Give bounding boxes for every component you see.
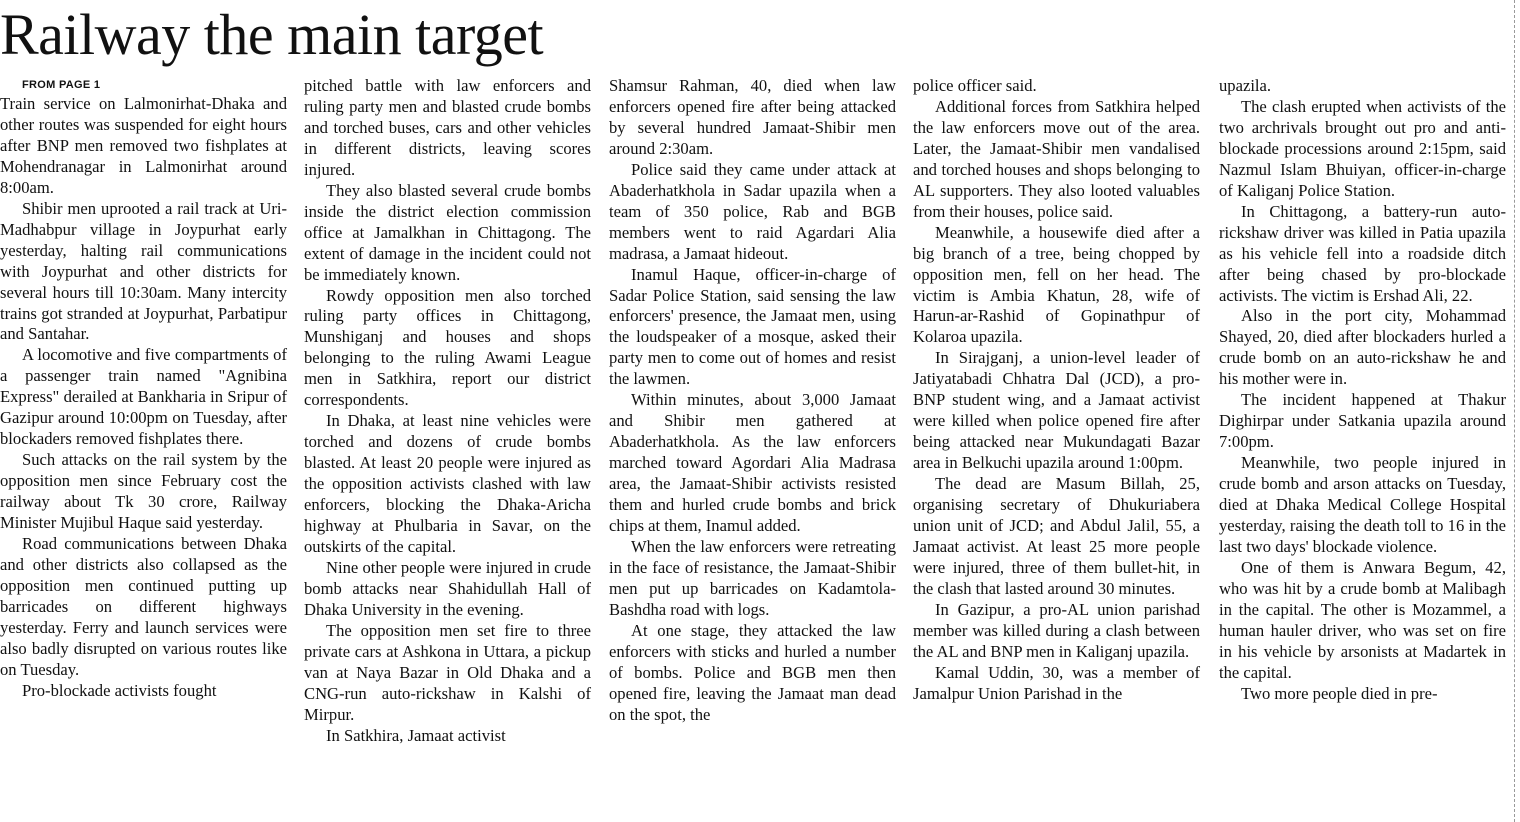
paragraph: Shamsur Rahman, 40, died when law enforcers opened fire after being attacked by several hundred Jamaat-Shibir men around 2:30am. [609,76,896,158]
paragraph: In Chittagong, a battery-run auto-rickshaw driver was killed in Patia upazila as his vehicle fell into a roadside ditch after being chased by pro-blockade activists. The victim is Ershad Ali, 22. [1219,201,1506,305]
article-column-3 [609,76,896,726]
paragraph: The incident happened at Thakur Dighirpar under Satkania upazila around 7:00pm. [1219,390,1506,452]
clipping-edge-line [1514,0,1519,822]
paragraph: One of them is Anwara Begum, 42, who was hit by a crude bomb at Malibagh in the capital. The other is Mozammel, a human hauler driver, who was set on fire in his vehicle by arsonists at Madartek in the capital. [1219,557,1506,682]
paragraph: Train service on Lalmonirhat-Dhaka and other routes was suspended for eight hours after BNP men removed two fishplates at Mohendranagar in Lalmonirhat around 8:00am. [0,94,287,197]
paragraph: Kamal Uddin, 30, was a member of Jamalpur Union Parishad in the [913,662,1200,703]
paragraph: upazila. [1219,76,1272,95]
paragraph: At one stage, they attacked the law enforcers with sticks and hurled a number of bombs. Police and BGB men then opened fire, leaving the Jamaat man dead on the spot, the [609,620,896,724]
paragraph: Police said they came under attack at Abaderhatkhola in Sadar upazila when a team of 350 police, Rab and BGB members went to raid Agardari Alia madrasa, a Jamaat hideout. [609,159,896,263]
paragraph: In Dhaka, at least nine vehicles were torched and dozens of crude bombs blasted. At least 20 people were injured as the opposition activists clashed with law enforcers, blocking the Dhaka-Aricha highway at Phulbaria in Savar, on the outskirts of the capital. [304,411,591,556]
article-column-1 [0,76,287,702]
paragraph: The clash erupted when activists of the two archrivals brought out pro and anti-blockade processions around 2:15pm, said Nazmul Islam Bhuiyan, officer-in-charge of Kaliganj Police Station. [1219,96,1506,200]
paragraph: Meanwhile, a housewife died after a big branch of a tree, being chopped by opposition men, fell on her head. The victim is Ambia Khatun, 28, wife of Harun-ar-Rashid of Gopinathpur of Kolaroa upazila. [913,222,1200,347]
paragraph: The dead are Masum Billah, 25, organising secretary of Dhukuriabera union unit of JCD; and Abdul Jalil, 55, a Jamaat activist. At least 25 more people were injured, three of them bullet-hit, in the clash that lasted around 30 minutes. [913,474,1200,598]
article-column-5 [1219,76,1506,705]
paragraph: Road communications between Dhaka and other districts also collapsed as the opposition men continued putting up barricades on different highways yesterday. Ferry and launch services were also badly disrupted on various routes like on Tuesday. [0,534,287,679]
paragraph: When the law enforcers were retreating in the face of resistance, the Jamaat-Shibir men put up barricades on Kadamtola-Bashdha road with logs. [609,536,896,619]
paragraph: Additional forces from Satkhira helped the law enforcers move out of the area. Later, the Jamaat-Shibir men vandalised and torched houses and shops belonging to AL supporters. They also looted valuables from their houses, police said. [913,96,1200,221]
paragraph: Meanwhile, two people injured in crude bomb and arson attacks on Tuesday, died at Dhaka Medical College Hospital yesterday, raising the death toll to 16 in the last two days' blockade violence. [1219,453,1506,556]
paragraph: In Gazipur, a pro-AL union parishad member was killed during a clash between the AL and BNP men in Kaliganj upazila. [913,599,1200,661]
article-column-2 [304,76,591,747]
paragraph: Nine other people were injured in crude bomb attacks near Shahidullah Hall of Dhaka University in the evening. [304,557,591,619]
paragraph: They also blasted several crude bombs inside the district election commission office at Jamalkhan in Chittagong. The extent of damage in the incident could not be immediately known. [304,180,591,284]
article-column-4 [913,76,1200,705]
paragraph: In Satkhira, Jamaat activist [326,725,506,745]
paragraph: Pro-blockade activists fought [22,680,217,700]
paragraph: Shibir men uprooted a rail track at Uri-Madhabpur village in Joypurhat early yesterday, halting rail communications with Joypurhat and other districts for several hours till 10:30am. Many intercity trains got stranded at Joypurhat, Parbatipur and Santahar. [0,198,287,344]
paragraph: police officer said. [913,76,1037,95]
paragraph: pitched battle with law enforcers and ruling party men and blasted crude bombs and torched buses, cars and other vehicles in different districts, leaving scores injured. [304,76,591,179]
headline: Railway the main target [0,2,544,67]
paragraph: Inamul Haque, officer-in-charge of Sadar Police Station, said sensing the law enforcers' presence, the Jamaat men, using the loudspeaker of a mosque, asked their party men to come out of homes and resist the lawmen. [609,264,896,389]
paragraph: Such attacks on the rail system by the opposition men since February cost the railway about Tk 30 crore, Railway Minister Mujibul Haque said yesterday. [0,450,287,533]
paragraph: The opposition men set fire to three private cars at Ashkona in Uttara, a pickup van at Naya Bazar in Old Dhaka and a CNG-run auto-rickshaw in Kalshi of Mirpur. [304,620,591,724]
from-page-label: FROM PAGE 1 [22,79,101,91]
paragraph: Also in the port city, Mohammad Shayed, 20, died after blockaders hurled a crude bomb on an auto-rickshaw he and his mother were in. [1219,306,1506,389]
paragraph: Within minutes, about 3,000 Jamaat and Shibir men gathered at Abaderhatkhola. As the law enforcers marched toward Agordari Alia Madrasa area, the Jamaat-Shibir activists resisted them and hurled crude bombs and brick chips at them, Inamul added. [609,390,896,536]
paragraph: A locomotive and five compartments of a passenger train named "Agnibina Express" derailed at Bankharia in Sripur of Gazipur around 10:00pm on Tuesday, after blockaders removed fishplates there. [0,345,287,449]
paragraph: Rowdy opposition men also torched ruling party offices in Chittagong, Munshiganj and houses and shops belonging to the ruling Awami League men in Satkhira, report our district correspondents. [304,285,591,410]
paragraph: In Sirajganj, a union-level leader of Jatiyatabadi Chhatra Dal (JCD), a pro-BNP student wing, and a Jamaat activist were killed when police opened fire after being attacked near Mukundagati Bazar area in Belkuchi upazila around 1:00pm. [913,348,1200,473]
paragraph: Two more people died in pre- [1241,683,1438,703]
